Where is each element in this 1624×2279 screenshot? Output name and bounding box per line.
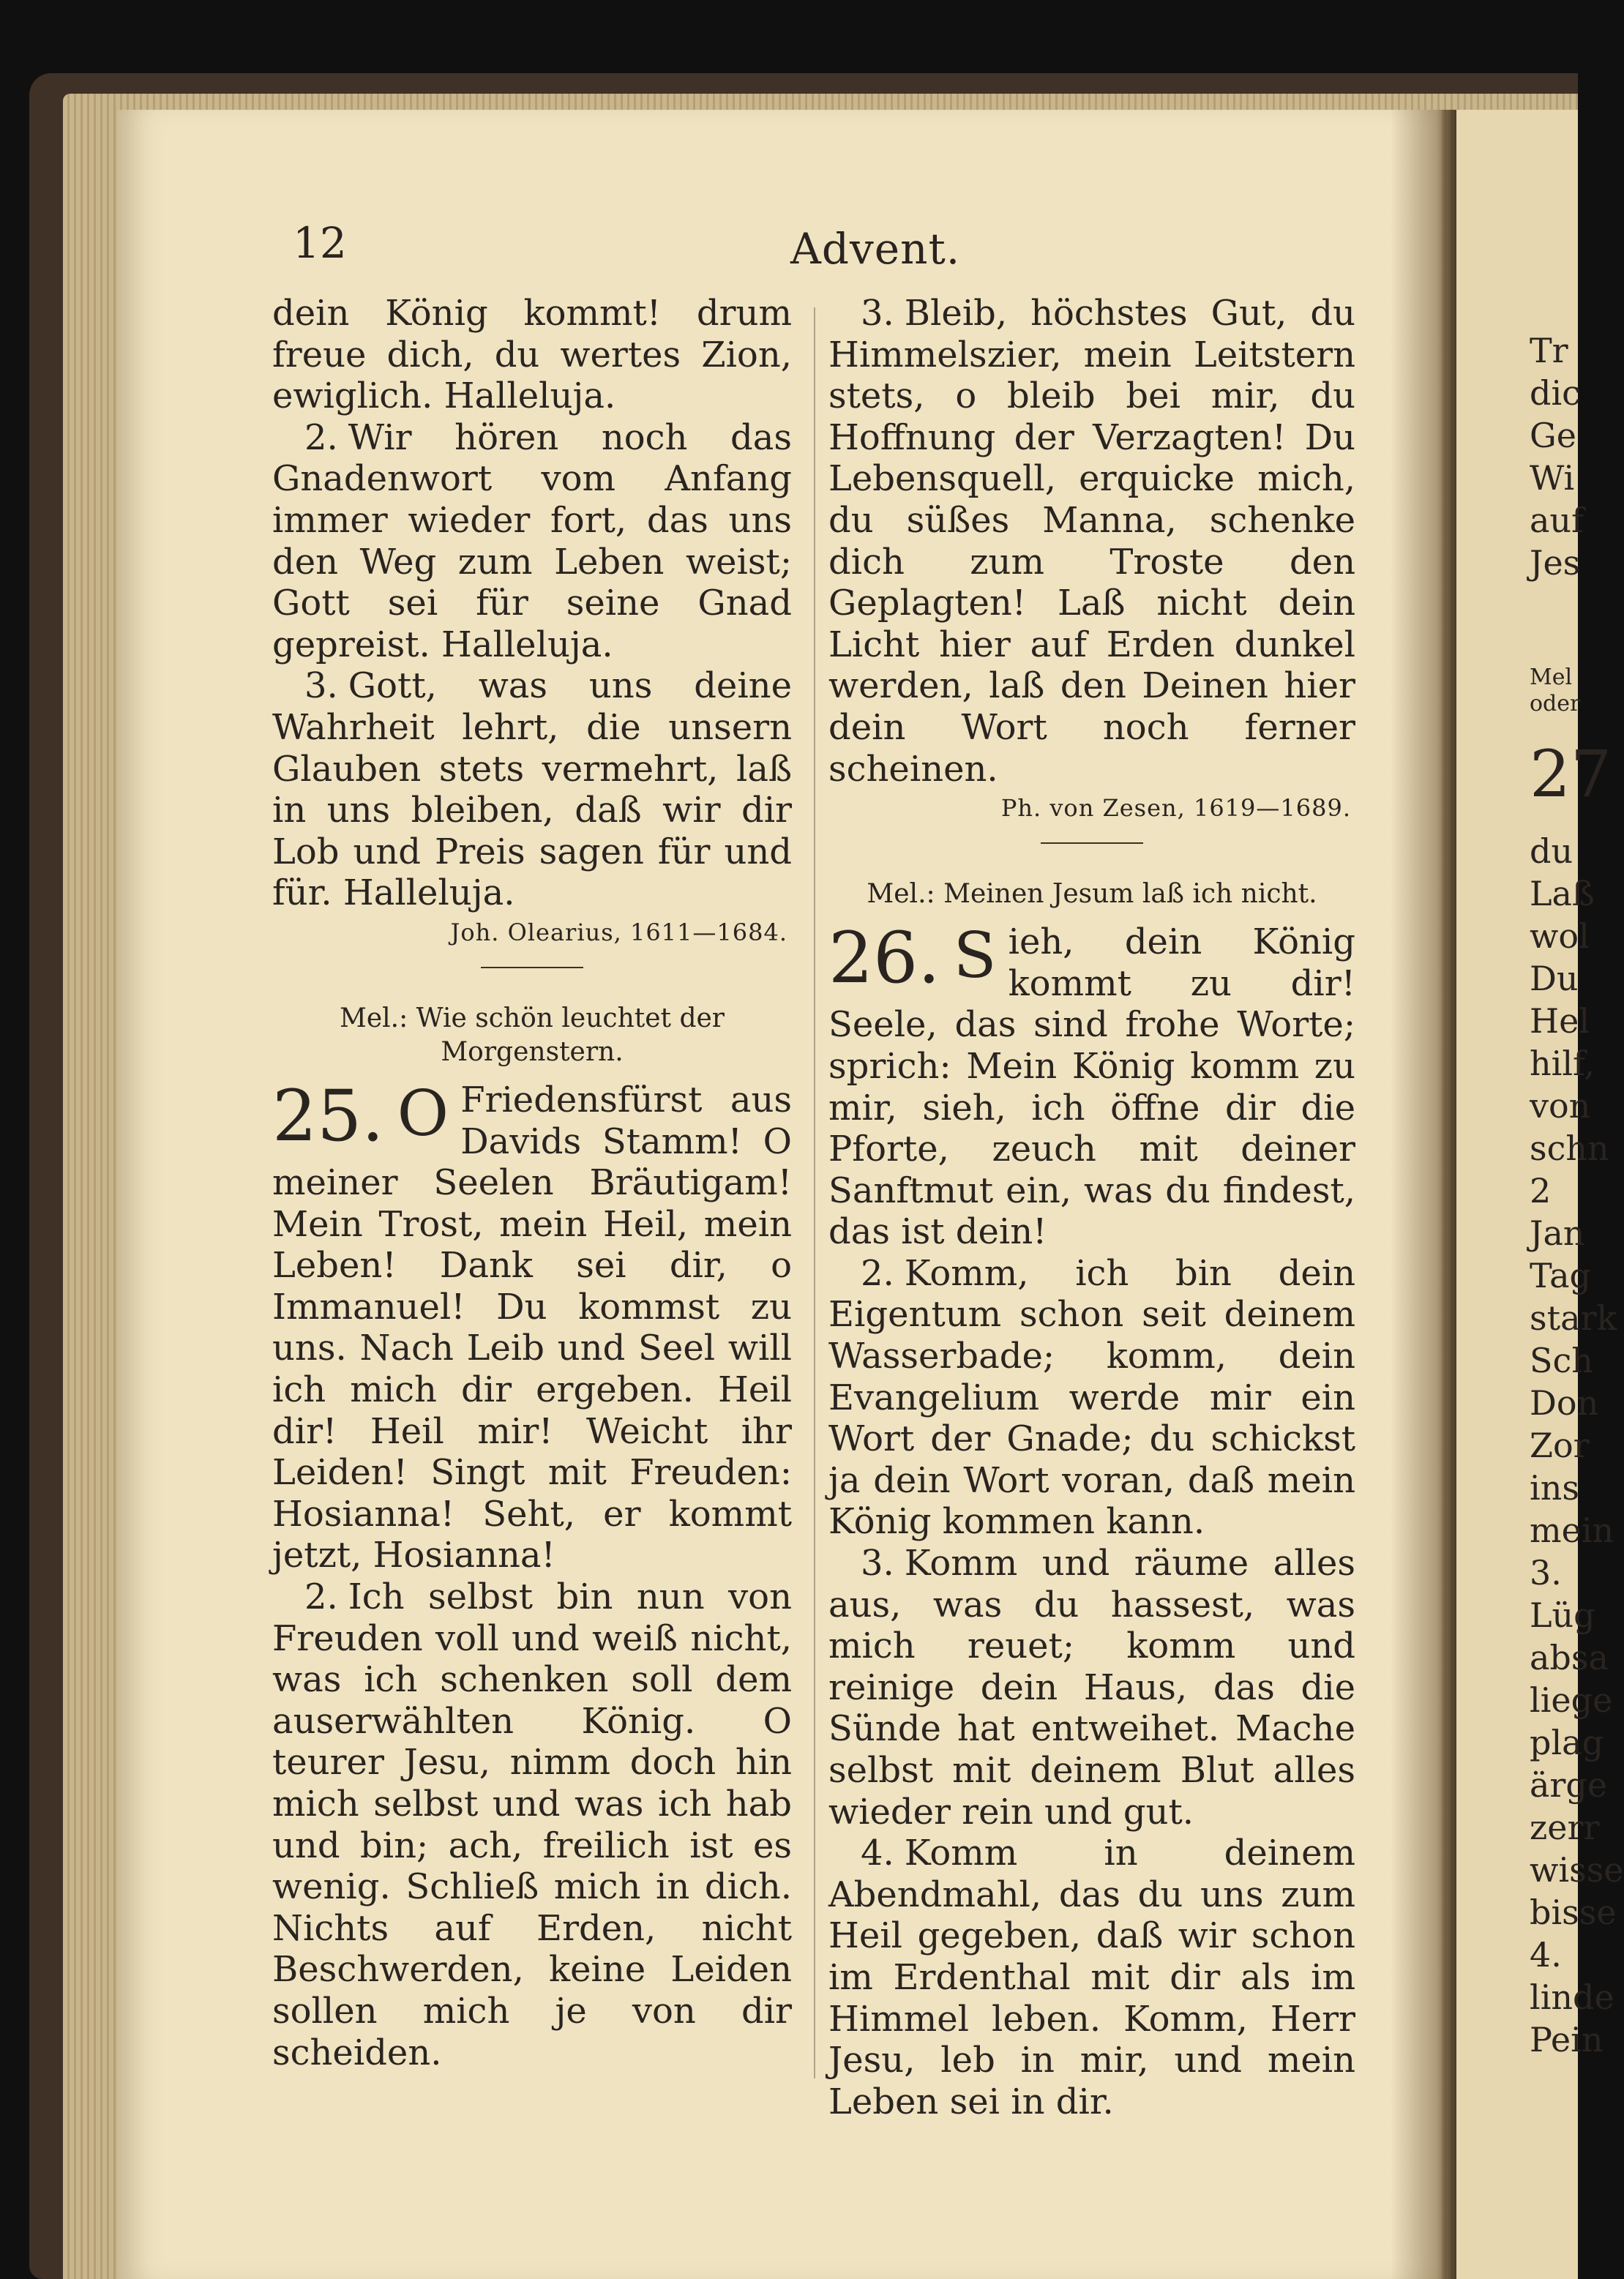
hymn-24-verse-3 <box>272 665 792 914</box>
hymn-24-verse-2 <box>272 417 792 666</box>
verse-number: 3. <box>861 1543 894 1584</box>
facing-fragment: Tag <box>1530 1256 1591 1295</box>
verse-text: Komm und räume alles aus, was du hassest, was mich reuet; komm und reinige dein Haus, das die Sünde hat entweihet. Mache selbst mit deinem Blut alles wieder rein und gut. <box>828 1543 1355 1833</box>
book-gutter <box>1391 110 1456 2279</box>
facing-fragment: Sch <box>1530 1341 1593 1380</box>
drop-initial: O <box>397 1077 449 1150</box>
facing-fragment: schn <box>1530 1129 1609 1168</box>
verse-number: 3. <box>861 293 894 334</box>
facing-fragment: hilf, <box>1530 1044 1595 1083</box>
facing-fragment: Lüg <box>1530 1595 1595 1635</box>
verse-text: Wir hören noch das Gnadenwort vom Anfang immer wieder fort, das uns den Weg zum Leben weist; Gott sei für seine Gnad gepreist. Halleluja. <box>272 416 792 665</box>
hymn-26-melody: Mel.: Meinen Jesum laß ich nicht. <box>867 879 1317 910</box>
facing-fragment: 3. <box>1530 1553 1562 1593</box>
hymn-26-verse-1 <box>828 917 1355 1253</box>
facing-fragment: bisse <box>1530 1893 1617 1932</box>
hymn-24-author: Joh. Olearius, 1611—1684. <box>450 918 787 946</box>
column-divider <box>814 307 815 2078</box>
facing-fragment: du <box>1530 831 1574 871</box>
facing-fragment: Ge <box>1530 416 1576 455</box>
verse-text: Komm, ich bin dein Eigentum schon seit deinem Wasserbade; komm, dein Evangelium werde mir ein Wort der Gnade; du schickst ja dein Wort voran, daß mein König kommen kann. <box>828 1252 1355 1543</box>
facing-fragment: Jes <box>1530 543 1581 583</box>
verse-number: 3. <box>304 665 338 707</box>
verse-text: ieh, dein König kommt zu dir! Seele, das sind frohe Worte; sprich: Mein König komm zu mir, sieh, ich öffne dir die Pforte, zeuch mit deiner Sanftmut ein, was du findest, das ist dein! <box>828 921 1355 1253</box>
right-column <box>828 293 1355 2122</box>
hymn-26-verse-3 <box>828 1543 1355 1833</box>
facing-fragment: Mel <box>1530 665 1573 690</box>
facing-fragment: mein <box>1530 1511 1614 1550</box>
facing-fragment: wol <box>1530 916 1590 956</box>
facing-fragment: plag <box>1530 1723 1604 1762</box>
hymn-24-verse-1-end: dein König kommt! drum freue dich, du wertes Zion, ewiglich. Halleluja. <box>272 293 792 417</box>
facing-fragment: Jan <box>1530 1213 1585 1253</box>
facing-fragment: auf <box>1530 501 1584 540</box>
facing-fragment: Laß <box>1530 874 1595 913</box>
facing-fragment: Tr <box>1530 331 1568 370</box>
facing-fragment: dic <box>1530 373 1581 413</box>
hymn-25-verse-3 <box>828 293 1355 790</box>
facing-fragment: Zor <box>1530 1426 1590 1465</box>
facing-fragment: Don <box>1530 1383 1599 1423</box>
facing-fragment: Du <box>1530 959 1579 998</box>
facing-fragment: absa <box>1530 1638 1609 1677</box>
hymn-25-verse-2 <box>272 1576 792 2073</box>
hymn-25-verse-1 <box>272 1074 792 1576</box>
facing-fragment: 4. <box>1530 1935 1562 1975</box>
verse-number: 2. <box>304 1576 338 1618</box>
left-column <box>272 293 792 2073</box>
facing-fragment: stark <box>1530 1298 1617 1338</box>
hymn-number: 25. <box>272 1074 384 1157</box>
facing-fragment: 2 <box>1530 1171 1552 1210</box>
verse-number: 2. <box>861 1252 894 1294</box>
verse-text: Ich selbst bin nun von Freuden voll und weiß nicht, was ich schenken soll dem auserwählten König. O teurer Jesu, nimm doch hin mich selbst und was ich hab und bin; ach, freilich ist es wenig. Schließ mich in dich. Nichts auf Erden, nicht Beschwerden, keine Leiden sollen mich je von dir scheiden. <box>272 1576 792 2073</box>
hymn-26-verse-4 <box>828 1833 1355 2122</box>
facing-fragment: ärge <box>1530 1765 1608 1805</box>
facing-fragment: ins <box>1530 1468 1579 1508</box>
running-head: Advent. <box>790 224 961 274</box>
facing-fragment: von <box>1530 1086 1591 1126</box>
facing-fragment: linde <box>1530 1977 1614 2017</box>
verse-text: Komm in deinem Abendmahl, das du uns zum Heil gegeben, daß wir schon im Erdenthal mit dir als im Himmel leben. Komm, Herr Jesu, leb in mir, und mein Leben sei in dir. <box>828 1833 1355 2122</box>
section-rule <box>481 967 583 968</box>
verse-text: Friedensfürst aus Davids Stamm! O meiner Seelen Bräutigam! Mein Trost, mein Heil, mein Leben! Dank sei dir, o Immanuel! Du kommst zu uns. Nach Leib und Seel will ich mich dir ergeben. Heil dir! Heil mir! Weicht ihr Leiden! Singt mit Freuden: Hosianna! Seht, er kommt jetzt, Hosianna! <box>272 1079 792 1576</box>
drop-initial: S <box>953 919 997 993</box>
facing-fragment: zerr <box>1530 1808 1600 1847</box>
page-header <box>293 218 1391 284</box>
verse-number: 4. <box>861 1833 894 1874</box>
verse-text: Bleib, höchstes Gut, du Himmelszier, mein Leitstern stets, o bleib bei mir, du Hoffnung der Verzagten! Du Lebensquell, erquicke mich, du süßes Manna, schenke dich zum Troste den Geplagten! Laß nicht dein Licht hier auf Erden dunkel werden, laß den Deinen hier dein Wort noch ferner scheinen. <box>828 293 1355 790</box>
facing-fragment: oder <box>1530 691 1581 716</box>
section-rule <box>1041 842 1143 844</box>
page-number: 12 <box>293 218 347 268</box>
verse-text: Gott, was uns deine Wahrheit lehrt, die unsern Glauben stets vermehrt, laß in uns bleiben, daß wir dir Lob und Preis sagen für und für. Halleluja. <box>272 665 792 914</box>
hymn-25-melody: Mel.: Wie schön leuchtet der Morgenstern. <box>339 1003 725 1067</box>
facing-fragment: Wi <box>1530 458 1575 498</box>
facing-fragment: wisse <box>1530 1850 1624 1890</box>
hymn-25-author: Ph. von Zesen, 1619—1689. <box>1000 794 1351 823</box>
facing-fragment: 27 <box>1530 736 1612 812</box>
hymn-26-verse-2 <box>828 1253 1355 1543</box>
verse-number: 2. <box>304 416 338 458</box>
facing-fragment: Pein <box>1530 2020 1604 2059</box>
facing-fragment: liege <box>1530 1680 1613 1720</box>
hymn-number: 26. <box>828 917 940 1000</box>
facing-fragment: Hel <box>1530 1001 1590 1041</box>
